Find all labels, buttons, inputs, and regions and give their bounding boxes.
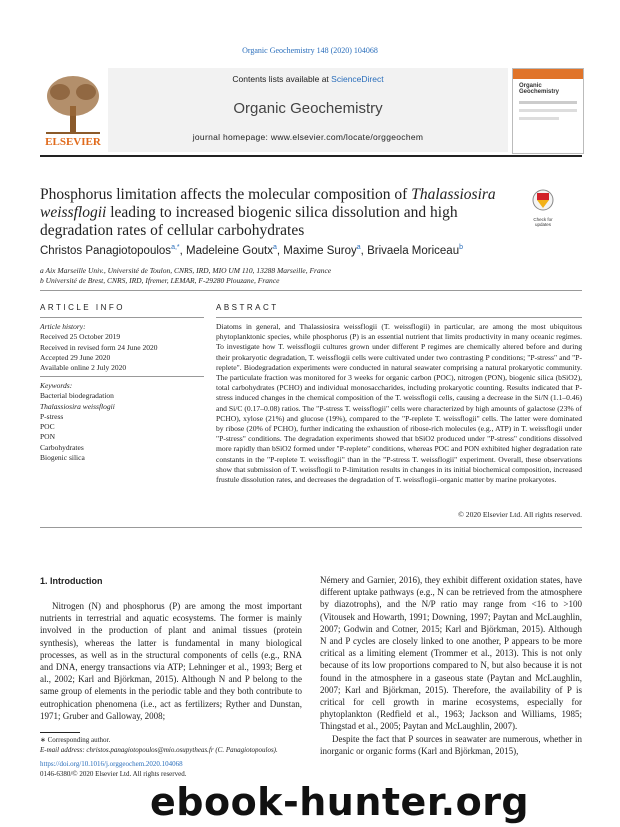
abstract-rule bbox=[216, 317, 582, 318]
abstract-bottom-rule bbox=[40, 527, 582, 528]
history-item: Available online 2 July 2020 bbox=[40, 363, 127, 373]
check-for-updates-badge[interactable] bbox=[528, 188, 558, 227]
journal-header-box bbox=[108, 68, 508, 152]
elsevier-wordmark: ELSEVIER bbox=[45, 136, 101, 148]
footnote-rule bbox=[40, 732, 80, 733]
author-affiliation-marker[interactable]: a bbox=[356, 244, 361, 251]
history-label: Article history: bbox=[40, 322, 86, 331]
title-text-2: leading to increased biogenic silica dissolution and high degradation rates of cellular carbohydrates bbox=[40, 204, 458, 239]
corresponding-author-note: ∗ Corresponding author. bbox=[40, 736, 111, 744]
footnote bbox=[40, 736, 340, 755]
author-affiliation-marker[interactable]: b bbox=[459, 244, 464, 251]
email-note[interactable]: E-mail address: christos.panagiotopoulos@mio.osupytheas.fr (C. Panagiotopoulos). bbox=[40, 745, 278, 754]
article-title bbox=[40, 186, 518, 240]
keyword-item: Carbohydrates bbox=[40, 442, 84, 452]
contents-line bbox=[108, 74, 508, 84]
history-item: Received in revised form 24 June 2020 bbox=[40, 342, 158, 352]
keyword-item: Thalassiosira weissflogii bbox=[40, 401, 115, 411]
doi-link[interactable]: https://doi.org/10.1016/j.orggeochem.2020.104068 bbox=[40, 760, 183, 768]
abstract-text: Diatoms in general, and Thalassiosira weissflogii (T. weissflogii) in particular, are among the most ubiquitous phytoplanktonic species, while phosphorus (P) is an essential nutrient that limits productivity in many oceanic regimes. To investigate how T. weissflogii cultures grown under different P regimes are chemically altered before and during their prokaryotic degradation, T. weissflogii cells were cultivated under two contrasting P conditions; "P-stress" and "P-replete". Biodegradation experiments were conducted in natural seawater comprising a natural prokaryotic community. The particulate fraction was monitored for 3 weeks for organic carbon (POC), nitrogen (PON), biogenic silica (bSiO2), total carbohydrates (PCHO) and individual monosaccharides, including prokaryotic counting. Results indicated that P-stress induced changes in the chemical composition of the T. weissflogii cells, causing a decrease in the Si/N (1.1–0.46) and Si/C (0.17–0.08) ratios. The "P-stress T. weissflogii" cells were characterized by high amounts of galactose (23% of PCHO), xylose (21%) and glucose (19%), compared to the "P-replete T. weissflogii" cells. The latter were dominated by ribose (20% of PCHO), further indicating the exhaustion of ribose-rich molecules (e.g., ATP) in T. weissflogii under "P-stress" conditions. The degradation experiments showed that bSiO2 produced under "P-stress" conditions dissolved more rapidly than bSiO2 formed under "P-replete" conditions, whereas POC and PON exhibited higher degradation rate constants in the "P-replete T. weissflogii" than in the "P-stress T. weissflogii" experiment. Overall, these observations show that submission of T. weissflogii to P-limitation results in changes in its initial biochemical composition, increased frustule dissolution rates, and decreases the degradation of T. weissflogii–organic matter by marine prokaryotes. bbox=[216, 322, 582, 485]
contents-prefix: Contents lists available at bbox=[232, 74, 332, 84]
cover-title: Organic Geochemistry bbox=[519, 83, 560, 95]
history-item: Accepted 29 June 2020 bbox=[40, 352, 111, 362]
title-species: Thalassiosira weissflogii bbox=[40, 186, 496, 221]
history-rule bbox=[40, 376, 204, 377]
watermark-text: ebook-hunter.org bbox=[150, 780, 530, 824]
title-text-1: Phosphorus limitation affects the molecular composition of bbox=[40, 186, 412, 203]
journal-cover-thumbnail bbox=[512, 68, 584, 154]
keyword-item: PON bbox=[40, 432, 56, 442]
author-affiliation-marker[interactable]: a bbox=[272, 244, 277, 251]
author-name[interactable]: Maxime Suroy bbox=[283, 244, 357, 257]
affiliation-rule bbox=[40, 290, 582, 291]
author-name[interactable]: Madeleine Goutx bbox=[186, 244, 273, 257]
intro-paragraph: Despite the fact that P sources in seawater are numerous, whether in inorganic or organic forms (Karl and Björkman, 2015), bbox=[320, 733, 582, 756]
article-info-heading: ARTICLE INFO bbox=[40, 303, 125, 312]
article-info-rule bbox=[40, 317, 204, 318]
elsevier-logo bbox=[40, 68, 106, 152]
journal-homepage-link[interactable]: journal homepage: www.elsevier.com/locate/orggeochem bbox=[192, 132, 424, 142]
affiliation-a: a Aix Marseille Univ., Université de Toulon, CNRS, IRD, MIO UM 110, 13288 Marseille, France bbox=[40, 266, 332, 275]
article-history bbox=[40, 322, 204, 373]
journal-reference[interactable]: Organic Geochemistry 148 (2020) 104068 bbox=[242, 46, 378, 55]
journal-title: Organic Geochemistry bbox=[233, 100, 383, 117]
abstract-heading: ABSTRACT bbox=[216, 303, 279, 312]
sciencedirect-link[interactable]: ScienceDirect bbox=[331, 74, 384, 84]
author-name[interactable]: Christos Panagiotopoulos bbox=[40, 244, 172, 257]
header-rule bbox=[40, 155, 582, 157]
history-item: Received 25 October 2019 bbox=[40, 332, 121, 342]
crossmark-icon bbox=[528, 188, 558, 212]
intro-column-left: Nitrogen (N) and phosphorus (P) are among the most important nutrients in terrestrial and aquatic ecosystems. The former is mainly involved in the production of plant and animal tissues (protein synthesis), whereas the latter is fundamental in many biological processes, as well as in the structural components of cells (e.g., RNA and DNA, energy transactions via ATP; Lehninger et al., 1993; Berg et al., 2002; Karl and Björkman, 2015). Although N and P belong to the same group of elements in the periodic table and they both contribute to eutrophication phenomena (i.e., act as fertilizers; Ryther and Dunstan, 1971; Gruber and Galloway, 2008; bbox=[40, 601, 302, 721]
keyword-item: Biogenic silica bbox=[40, 453, 85, 463]
introduction-heading: 1. Introduction bbox=[40, 576, 103, 586]
author-affiliation-marker[interactable]: a,* bbox=[171, 244, 180, 251]
copyright-notice: © 2020 Elsevier Ltd. All rights reserved. bbox=[458, 510, 582, 519]
keywords-label: Keywords: bbox=[40, 381, 73, 390]
intro-paragraph: Némery and Garnier, 2016), they exhibit different oxidation states, have different uptake pathways (e.g., N can be retrieved from the atmosphere by diazotrophs), and the N/P ratio may range from <16 to >100 (Vitousek and Howarth, 1991; Downing, 1997; Paytan and McLaughlin, 2007; Godwin and Cotner, 2015; Karl and Björkman, 2015). Although N and P cycles are closely linked to one another, P appears to be more critical as a limiting element (Trommer et al., 2013). This is not only because of its low proportions compared to N, but also because it is not found in the atmosphere in a gaseous state (Paytan and McLaughlin, 2007; Karl and Björkman, 2015). Therefore, the availability of P is critical for cell growth in marine ecosystems, especially for phytoplankton (Redfield et al., 1963; Jackson and Williams, 1985; Thingstad et al., 2005; Paytan and McLaughlin, 2007). bbox=[320, 575, 582, 732]
author-name[interactable]: Brivaela Moriceau bbox=[367, 244, 460, 257]
author-list: Christos Panagiotopoulos$^{a,*}$, Madeleine Goutx$^a$, Maxime Suroy$^a$, Brivaela Moriceau$^b$ bbox=[40, 244, 464, 257]
keyword-item: Bacterial biodegradation bbox=[40, 391, 114, 401]
affiliation-b: b Université de Brest, CNRS, IRD, Ifremer, LEMAR, F-29280 Plouzane, France bbox=[40, 276, 280, 285]
keyword-item: P-stress bbox=[40, 411, 64, 421]
keyword-item: POC bbox=[40, 422, 55, 432]
keywords bbox=[40, 381, 204, 463]
check-updates-label: Check for updates bbox=[533, 217, 553, 227]
issn-line: 0146-6380/© 2020 Elsevier Ltd. All rights reserved. bbox=[40, 770, 187, 778]
intro-column-right bbox=[320, 574, 582, 757]
